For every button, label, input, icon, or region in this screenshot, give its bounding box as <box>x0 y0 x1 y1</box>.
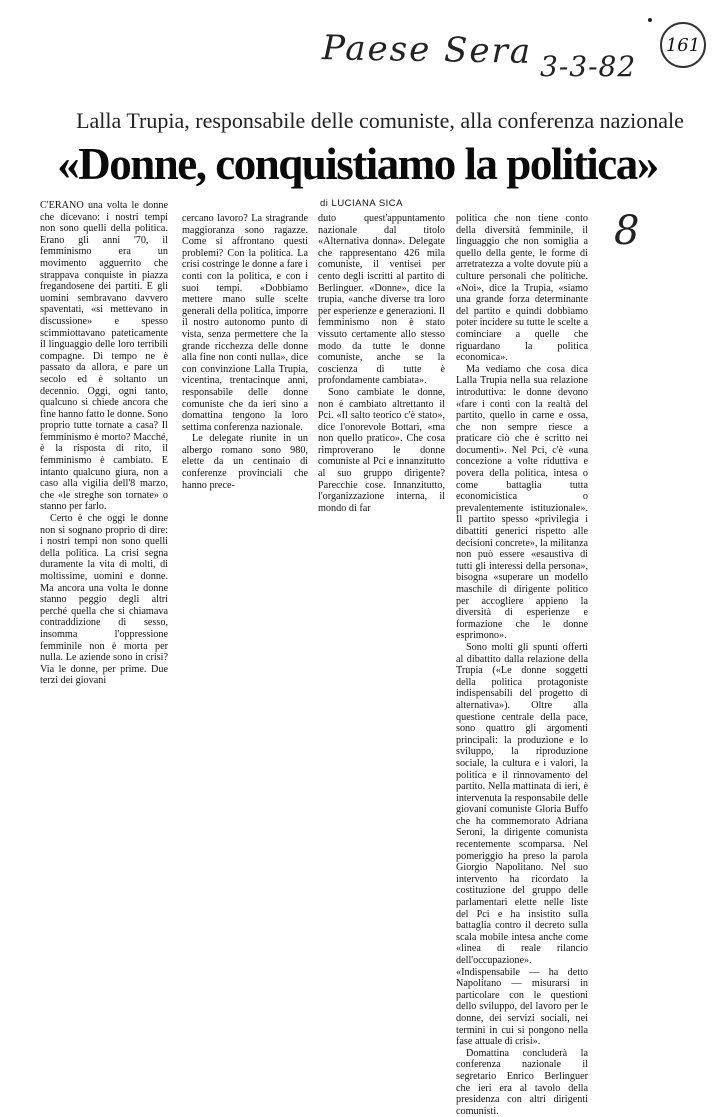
paragraph: Sono cambiate le donne, non è cambiato altrettanto il Pci. «Il salto teorico c'è stato», dice l'onorevole Bottari, «ma non quello pratico». Che cosa rimproverano le donne comuniste al Pci e innanzitutto al suo gruppo dirigente? Parecchie cose. Innanzitutto, l'organizzazione interna, il mondo di far <box>318 386 445 514</box>
paragraph: Le delegate riunite in un albergo romano sono 980, elette da un centinaio di conferenze provinciali che hanno prece- <box>182 433 308 491</box>
paragraph: duto quest'appuntamento nazionale dal titolo «Alternativa donna». Delegate che rappresentano 426 mila comuniste, il ventisei per cento degli iscritti al partito di Berlinguer. «Donne», dice la trupia, «anche diverse tra loro per esperienze e generazioni. Il femminismo non è stato vissuto certamente allo stesso modo da tutte le donne comuniste, anche se la coscienza di tutte è profondamente cambiata». <box>318 213 445 387</box>
handwritten-masthead: Paese Sera <box>321 28 533 72</box>
ink-dot <box>648 18 652 22</box>
article-kicker: Lalla Trupia, responsabile delle comuniste, alla conferenza nazionale <box>76 108 684 133</box>
article-column-1 <box>40 200 168 687</box>
article-column-4 <box>456 213 588 1117</box>
article-headline: «Donne, conquistiamo la politica» <box>57 139 658 189</box>
paragraph: C'ERANO una volta le donne che dicevano: i nostri tempi non sono quelli della politica. Erano gli anni '70, il femminismo era un movimento agguerrito che strappava conquiste in piazza fregandosene dei partiti. E gli uomini sembravano davvero spaventati, «si mettevano in discussione» e spesso scimmiottavano pateticamente il linguaggio delle loro terribili compagne. Di tempo ne è passato da allora, e pare un secolo ed è soltanto un decennio. Oggi, ogni tanto, qualcuno si chiede ancora che fine hanno fatto le donne. Sono proprio tutte tornate a casa? Il femminismo è morto? Macché, è la risposta di rito, il femminismo è cambiato. E intanto qualcuno giura, non a caso alla vigilia dell'8 marzo, che «le streghe son tornate» o stanno per farlo. <box>40 200 168 513</box>
paragraph: Certo è che oggi le donne non si sognano proprio di dire: i nostri tempi non sono quelli della politica. La crisi segna duramente la vita di molti, di moltissime, uomini e donne. Ma ancora una volta le donne stanno peggio degli altri perché quella che si chiamava contraddizione di sesso, insomma l'oppressione femminile non è morta per nulla. Le aziende sono in crisi? Via le donne, per prime. Due terzi dei giovani <box>40 513 168 687</box>
handwritten-side-mark: 8 <box>614 208 640 254</box>
page-number-stamp: 161 <box>660 22 706 68</box>
paragraph: cercano lavoro? La stragrande maggioranza sono ragazze. Come si affrontano questi problemi? Con la politica. La crisi costringe le donne a fare i conti con la politica, e con i suoi tempi. «Dobbiamo mettere mano sulle scelte generali della politica, imporre il nostro autonomo punto di vista, senza permettere che la grande ricchezza delle donne alla fine non conti nulla», dice con convinzione Lalla Trupia, vicentina, trentacinque anni, responsabile delle donne comuniste che da ieri sino a domattina tengono la loro settima conferenza nazionale. <box>182 213 308 433</box>
paragraph: Ma vediamo che cosa dica Lalla Trupia nella sua relazione introduttiva: le donne devono «fare i conti con la realtà del partito, quello in carne e ossa, che non sempre riesce a praticare ciò che è scritto nei documenti». Nel Pci, c'è «una concezione a volte riduttiva e povera della politica, intesa o come battaglia tutta economicistica o prevalentemente istituzionale». Il partito spesso «privilegia i dibattiti generici rispetto alle decisioni concrete», la militanza non può essere «esaustiva di tutti gli interessi della persona», bisogna «superare un modello maschile di dirigente politico per accogliere appieno la diversità di esperienze e formazione che le donne esprimono». <box>456 363 588 642</box>
paragraph: Sono molti gli spunti offerti al dibattito dalla relazione della Trupia («Le donne soggetti della politica protagoniste indispensabili del progetto di alternativa»). Oltre alla questione centrale della pace, sono quattro gli argomenti principali: la produzione e lo sviluppo, la riproduzione sociale, la cultura e i valori, la politica e il rinnovamento del partito. Nella mattinata di ieri, è intervenuta la responsabile delle giovani comuniste Gloria Buffo che ha commemorato Adriana Seroni, la dirigente comunista recentemente scomparsa. Nel pomeriggio ha preso la parola Giorgio Napolitano. Nel suo intervento ha ricordato la costituzione del gruppo delle parlamentari elette nelle liste del Pci e ha insistito sulla battaglia contro il decreto sulla scala mobile intesa anche come «linea di reale rilancio dell'occupazione». «Indispensabile — ha detto Napolitano — misurarsi in particolare con le questioni dello sviluppo, del lavoro per le donne, dei servizi sociali, nei termini in cui si pongono nella fase attuale di crisi». <box>456 641 588 1048</box>
paragraph: politica che non tiene conto della diversità femminile, il linguaggio che non somiglia a quello della gente, le forme di arretratezza a volte dovute più a culture personali che politiche. «Noi», dice la Trupia, «siamo una grande forza determinante del partito e quindi dobbiamo poter incidere su tutte le scelte a cominciare a quelle che riguardano la politica economica». <box>456 213 588 364</box>
article-byline: di LUCIANA SICA <box>320 198 403 209</box>
article-column-2 <box>182 213 308 491</box>
article-column-3 <box>318 213 445 514</box>
paragraph: Domattina concluderà la conferenza nazionale il segretario Enrico Berlinguer che ieri era al tavolo della presidenza con altri dirigenti comunisti. <box>456 1047 588 1117</box>
handwritten-date: 3-3-82 <box>540 50 637 83</box>
